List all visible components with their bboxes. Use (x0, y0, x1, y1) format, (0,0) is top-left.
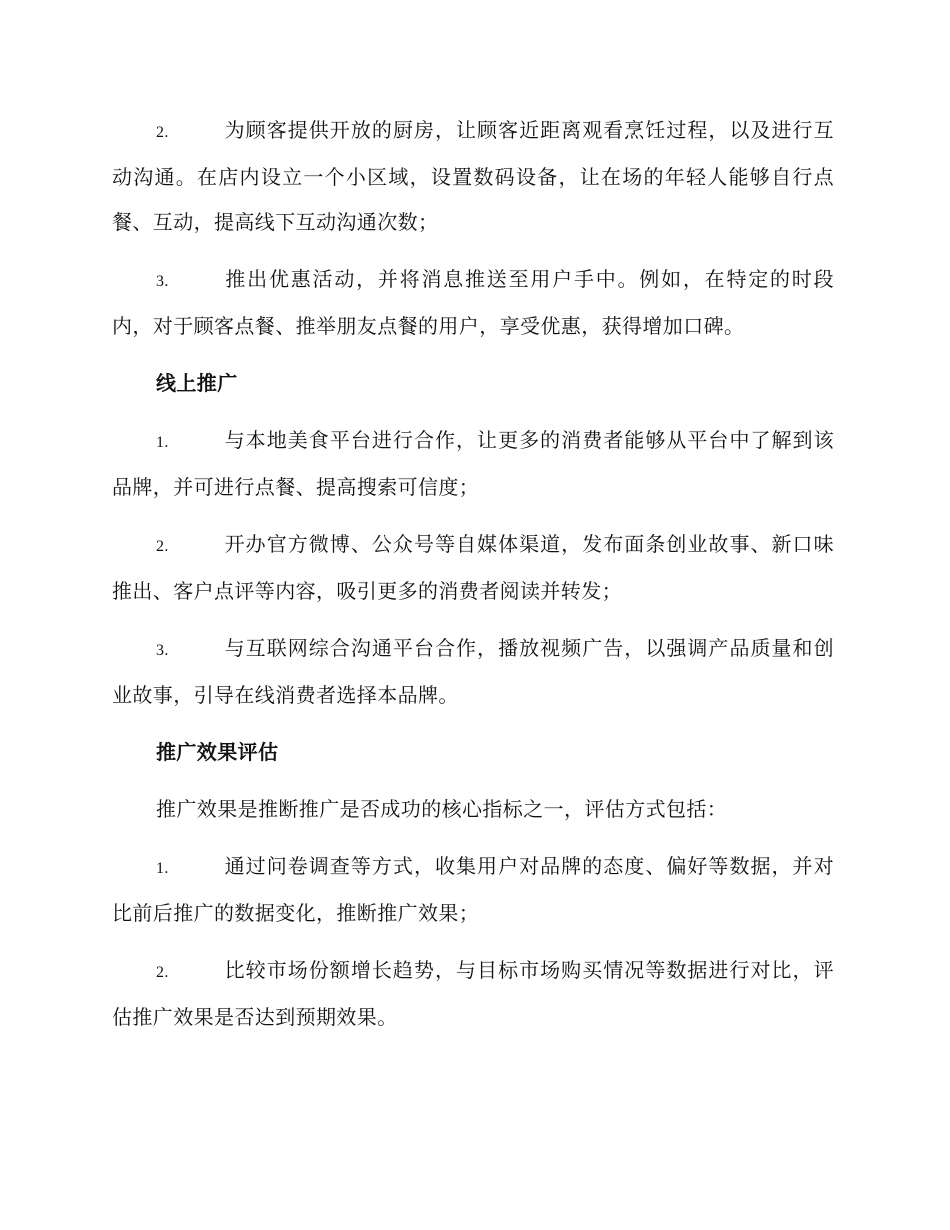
list-number: 1. (156, 434, 169, 451)
list-number: 3. (156, 642, 169, 659)
list-number: 3. (156, 273, 169, 290)
list-text: 通过问卷调查等方式，收集用户对品牌的态度、偏好等数据，并对比前后推广的数据变化，推断推广效果； (112, 854, 834, 925)
list-text: 比较市场份额增长趋势，与目标市场购买情况等数据进行对比，评估推广效果是否达到预期效果。 (112, 958, 834, 1029)
list-number: 1. (156, 860, 169, 877)
list-number: 2. (156, 538, 169, 555)
list-text: 推出优惠活动，并将消息推送至用户手中。例如，在特定的时段内，对于顾客点餐、推举朋友点餐的用户，享受优惠，获得增加口碑。 (112, 267, 834, 338)
list-text: 开办官方微博、公众号等自媒体渠道，发布面条创业故事、新口味推出、客户点评等内容，吸引更多的消费者阅读并转发； (112, 532, 834, 603)
list-item (112, 626, 834, 718)
list-text: 与互联网综合沟通平台合作，播放视频广告，以强调产品质量和创业故事，引导在线消费者选择本品牌。 (112, 636, 834, 707)
section-heading-online: 线上推广 (156, 371, 238, 395)
list-item (112, 844, 834, 936)
list-item (112, 257, 834, 349)
list-text: 为顾客提供开放的厨房，让顾客近距离观看烹饪过程，以及进行互动沟通。在店内设立一个小区域，设置数码设备，让在场的年轻人能够自行点餐、互动，提高线下互动沟通次数； (112, 118, 834, 234)
list-item (112, 948, 834, 1040)
list-number: 2. (156, 964, 169, 981)
section-heading-evaluation: 推广效果评估 (156, 740, 279, 764)
document-body (112, 108, 834, 1052)
evaluation-intro: 推广效果是推断推广是否成功的核心指标之一，评估方式包括： (156, 797, 728, 821)
list-item (112, 522, 834, 614)
list-item (112, 108, 834, 245)
list-text: 与本地美食平台进行合作，让更多的消费者能够从平台中了解到该品牌，并可进行点餐、提高搜索可信度； (112, 428, 834, 499)
list-item (112, 418, 834, 510)
list-number: 2. (156, 124, 169, 141)
